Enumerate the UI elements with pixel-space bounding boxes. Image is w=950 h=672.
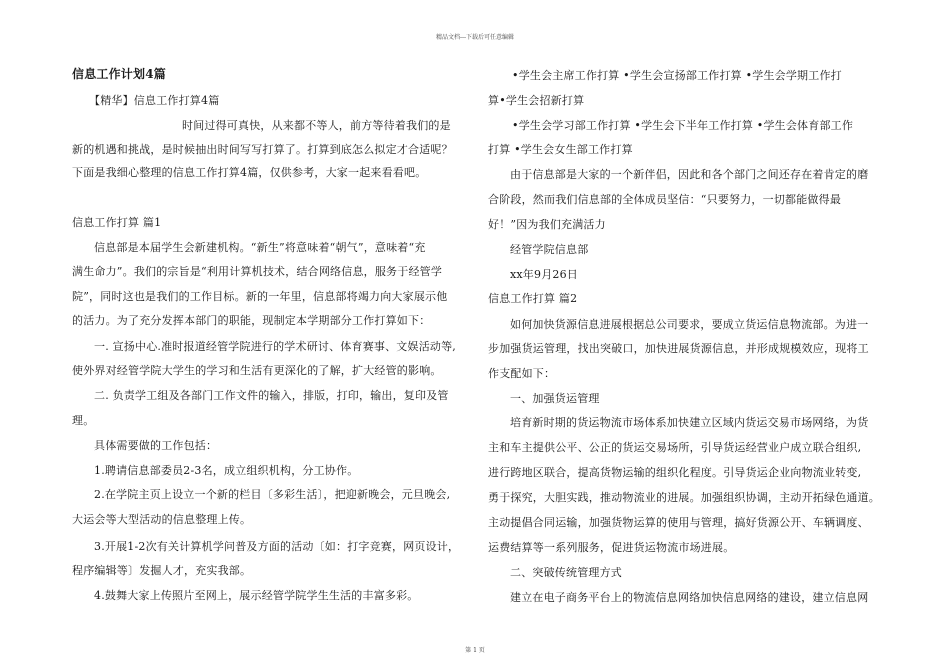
page-header: 精品文档---下载后可任意编辑 bbox=[435, 34, 515, 41]
right-text-line: 经管学院信息部 bbox=[510, 243, 589, 256]
right-text-line: 合阶段，然而我们信息部的全体成员坚信：“只要努力，一切都能做得最 bbox=[488, 193, 842, 206]
right-text-line: 培育新时期的货运物流市场体系加快建立区域内货运交易市场网络，为货 bbox=[510, 416, 869, 429]
right-text-line: 由于信息部是大家的一个新伴侣，因此和各个部门之间还存在着肯定的磨 bbox=[510, 168, 869, 181]
right-text-line: 好！”因为我们充满活力 bbox=[488, 218, 606, 231]
left-text-line: 理。 bbox=[72, 414, 95, 427]
right-text-line: 步加强货运管理，找出突破口，加快进展货源信息，并形成规模效应，现将工 bbox=[488, 342, 869, 355]
right-text-line: •学生会学习部工作打算 •学生会下半年工作打算 •学生会体育部工作 bbox=[512, 119, 854, 132]
right-text-line: 进行跨地区联合，提高货物运输的组织化程度。引导货运企业向物流业转变, bbox=[488, 466, 862, 479]
right-text-line: 一、加强货运管理 bbox=[510, 392, 600, 405]
left-text-line: 一. 宣扬中心.准时报道经管学院进行的学术研讨、体育赛事、文娱活动等, bbox=[94, 340, 456, 353]
page-footer: 第 1 页 bbox=[465, 647, 485, 654]
left-text-line: 下面是我细心整理的信息工作打算4篇，仅供参考，大家一起来看看吧。 bbox=[72, 166, 427, 179]
left-text-line: 满生命力”。我们的宗旨是“利用计算机技术，结合网络信息，服务于经管学 bbox=[72, 265, 443, 278]
right-text-line: 建立在电子商务平台上的物流信息网络加快信息网络的建设，建立信息网 bbox=[510, 591, 869, 604]
left-text-line: 的活力。为了充分发挥本部门的职能，现制定本学期部分工作打算如下： bbox=[72, 314, 431, 327]
left-text-line: 新的机遇和挑战，是时候抽出时间写写打算了。打算到底怎么拟定才合适呢？ bbox=[72, 143, 453, 156]
right-text-line: 信息工作打算 篇2 bbox=[488, 292, 578, 305]
left-text-line: 信息工作打算 篇1 bbox=[72, 216, 162, 229]
left-text-line: 2.在学院主页上设立一个新的栏目〔多彩生活〕，把迎新晚会，元旦晚会, bbox=[94, 488, 451, 501]
right-text-line: •学生会主席工作打算 •学生会宣扬部工作打算 •学生会学期工作打 bbox=[512, 69, 842, 82]
left-text-line: 使外界对经管学院大学生的学习和生活有更深化的了解，扩大经管的影响。 bbox=[72, 364, 442, 377]
right-text-line: xx年9月26日 bbox=[510, 268, 579, 281]
left-text-line: 信息部是本届学生会新建机构。“新生”将意味着“朝气”，意味着“充 bbox=[94, 241, 426, 254]
left-text-line: 1.聘请信息部委员2-3名，成立组织机构，分工协作。 bbox=[94, 464, 359, 477]
right-text-line: 算•学生会招新打算 bbox=[488, 94, 585, 107]
left-text-line: 程序编辑等〕发掘人才，充实我部。 bbox=[72, 564, 252, 577]
right-text-line: 主动提倡合同运输，加强货物运算的使用与管理，搞好货源公开、车辆调度、 bbox=[488, 516, 869, 529]
right-text-line: 打算 •学生会女生部工作打算 bbox=[488, 143, 633, 156]
left-text-line: 时间过得可真快，从来都不等人，前方等待着我们的是 bbox=[182, 119, 451, 132]
right-text-line: 作支配如下： bbox=[488, 367, 556, 380]
left-text-line: 大运会等大型活动的信息整理上传。 bbox=[72, 513, 252, 526]
left-text-line: 院”，同时这也是我们的工作目标。新的一年里，信息部将竭力向大家展示他 bbox=[72, 290, 448, 303]
left-text-line: 3.开展1-2次有关计算机学问普及方面的活动〔如：打字竞赛，网页设计， bbox=[94, 540, 460, 553]
right-text-line: 二、突破传统管理方式 bbox=[510, 566, 622, 579]
left-text-line: 二. 负责学工组及各部门工作文件的输入，排版，打印，输出，复印及管 bbox=[94, 389, 449, 402]
right-text-line: 运费结算等一系列服务，促进货运物流市场进展。 bbox=[488, 541, 735, 554]
right-text-line: 勇于探究，大胆实践，推动物流业的进展。加强组织协调，主动开拓绿色通道。 bbox=[488, 491, 880, 504]
left-text-line: 【精华】信息工作打算4篇 bbox=[89, 94, 220, 107]
left-text-line: 4.鼓舞大家上传照片至网上，展示经管学院学生生活的丰富多彩。 bbox=[94, 589, 419, 602]
left-text-line: 具体需要做的工作包括： bbox=[94, 439, 218, 452]
right-text-line: 如何加快货源信息进展根据总公司要求，要成立货运信息物流部。为进一 bbox=[510, 318, 869, 331]
document-title: 信息工作计划4篇 bbox=[72, 67, 166, 81]
right-text-line: 主和车主提供公平、公正的货运交易场所，引导货运经营业户成立联合组织, bbox=[488, 441, 862, 454]
